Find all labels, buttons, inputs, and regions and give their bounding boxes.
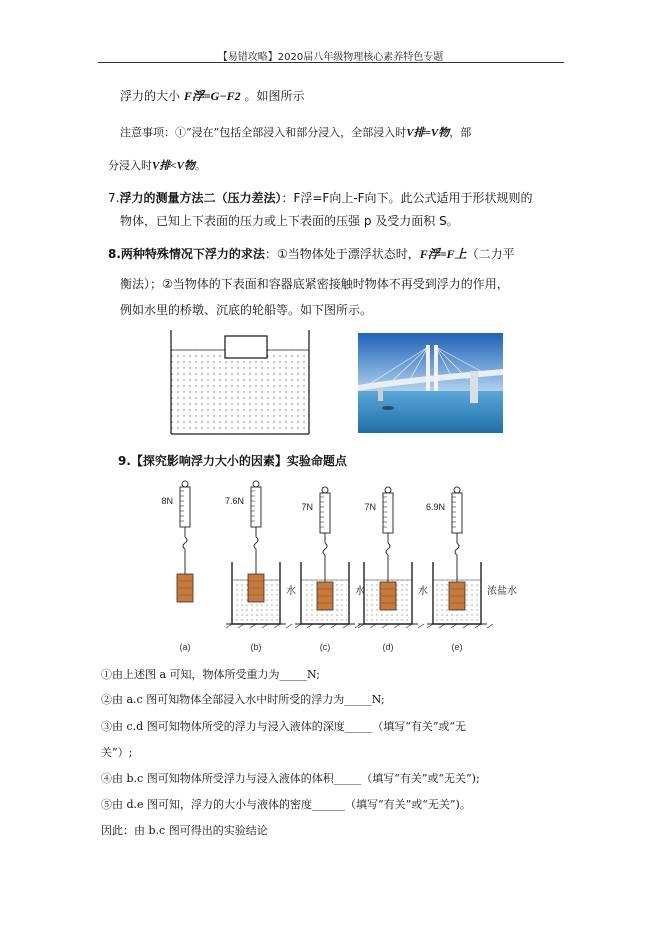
scale-hook — [386, 543, 390, 555]
water-fill — [171, 350, 309, 434]
panel-label: (d) — [382, 642, 394, 652]
question-2: ②由 a.c 图可知物体全部浸入水中时所受的浮力为_____N; — [101, 693, 385, 706]
scale-hook — [183, 537, 187, 549]
scale-hook — [323, 543, 327, 555]
header-divider — [98, 62, 564, 63]
experiment-panel-c — [295, 487, 365, 652]
scale-reading: 7N — [364, 502, 376, 512]
page-header: 【易错攻略】2020届八年级物理核心素养特色专题 — [217, 52, 444, 63]
item-8-line-2: 衡法）；②当物体的下表面和容器底紧密接触时物体不再受到浮力的作用， — [120, 277, 509, 291]
question-1: ①由上述图 a 可知，物体所受重力为_____N; — [101, 668, 320, 681]
experiment-panel-e — [426, 487, 517, 652]
scale-ring — [322, 487, 328, 493]
note-line-2 — [108, 158, 206, 174]
item-7-line-2: 物体，已知上下表面的压力或上下表面的压强 p 及受力面积 S。 — [120, 214, 459, 228]
base-hatch — [358, 624, 364, 628]
question-3-cont: 关”）; — [101, 746, 133, 759]
item-9-title: 【探究影响浮力大小的因素】实验命题点 — [130, 454, 347, 468]
liquid-label: 水 — [418, 586, 428, 597]
item-7-number: 7. — [108, 191, 120, 205]
item-8-text: ：①当物体处于漂浮状态时， — [264, 247, 420, 261]
liquid-label: 水 — [355, 586, 365, 597]
note-formula-1: V排=V物 — [406, 127, 450, 139]
scale-hook — [254, 537, 258, 549]
item-8-line-3: 例如水里的桥墩、沉底的轮船等。如下图所示。 — [120, 303, 373, 317]
base-hatch — [226, 624, 232, 628]
base-hatch — [355, 624, 361, 628]
buoyancy-formula-line — [120, 88, 304, 104]
liquid-label: 水 — [286, 586, 296, 597]
item-9-line — [118, 453, 347, 469]
scale-reading: 7.6N — [224, 496, 244, 506]
experiment-panel-a — [161, 481, 193, 652]
floating-block-figure — [170, 330, 310, 435]
base-hatch — [295, 624, 301, 628]
item-7-title: 浮力的测量方法二（压力差法） — [119, 191, 282, 205]
item-9-number: 9. — [118, 454, 131, 468]
question-3: ③由 c.d 图可知物体所受的浮力与浸入液体的深度_____（填写“有关”或“无 — [101, 720, 467, 733]
scale-ring — [182, 481, 188, 487]
item-8-title: 两种特殊情况下浮力的求法 — [120, 247, 265, 261]
question-conclusion: 因此：由 b.c 图可得出的实验结论 — [101, 824, 268, 837]
liquid-label: 浓盐水 — [487, 586, 517, 597]
panel-label: (a) — [179, 642, 191, 652]
item-8-formula: F浮=F上 — [419, 247, 467, 261]
panel-label: (e) — [451, 642, 463, 652]
panel-label: (c) — [319, 642, 331, 652]
item-8-line-1 — [108, 246, 515, 262]
note-line2-text: 分浸入时 — [108, 159, 152, 172]
question-5: ⑤由 d.e 图可知，浮力的大小与液体的密度______（填写“有关”或“无关”)。 — [101, 798, 471, 811]
bridge-photo — [358, 333, 503, 433]
note-comma: ，部 — [449, 126, 472, 139]
note-end: 。 — [194, 159, 206, 172]
item-8-number: 8. — [108, 247, 121, 261]
note-line-1 — [120, 125, 471, 141]
scale-ring — [253, 481, 259, 487]
item-7-text: ：F浮=F向上-F向下。此公式适用于形状规则的 — [281, 191, 533, 205]
formula-f-buoyancy: F浮=G−F2 — [183, 89, 241, 103]
base-hatch — [427, 624, 433, 628]
scale-reading: 6.9N — [425, 502, 445, 512]
formula-tail: 。如图所示 — [244, 89, 305, 103]
note-text: 注意事项：①“浸在”包括全部浸入和部分浸入，全部浸入时 — [120, 126, 407, 139]
experiment-figure — [155, 478, 535, 658]
scale-reading: 7N — [301, 502, 313, 512]
scale-ring — [385, 487, 391, 493]
item-8-tail: （二力平 — [466, 247, 515, 261]
base-hatch — [487, 624, 493, 628]
note-formula-2: V排<V物 — [152, 160, 195, 172]
base-hatch — [418, 624, 424, 628]
experiment-panel-b — [225, 481, 296, 652]
panel-label: (b) — [250, 642, 262, 652]
floating-block — [225, 336, 267, 358]
item-7-line-1 — [108, 190, 533, 206]
scale-reading: 8N — [161, 496, 173, 506]
formula-lead: 浮力的大小 — [120, 89, 181, 103]
question-4: ④由 b.c 图可知物体所受浮力与浸入液体的体积_____（填写“有关”或“无关”); — [101, 772, 480, 785]
scale-ring — [454, 487, 460, 493]
scale-hook — [455, 543, 459, 555]
base-hatch — [286, 624, 292, 628]
experiment-panel-d — [358, 487, 428, 652]
